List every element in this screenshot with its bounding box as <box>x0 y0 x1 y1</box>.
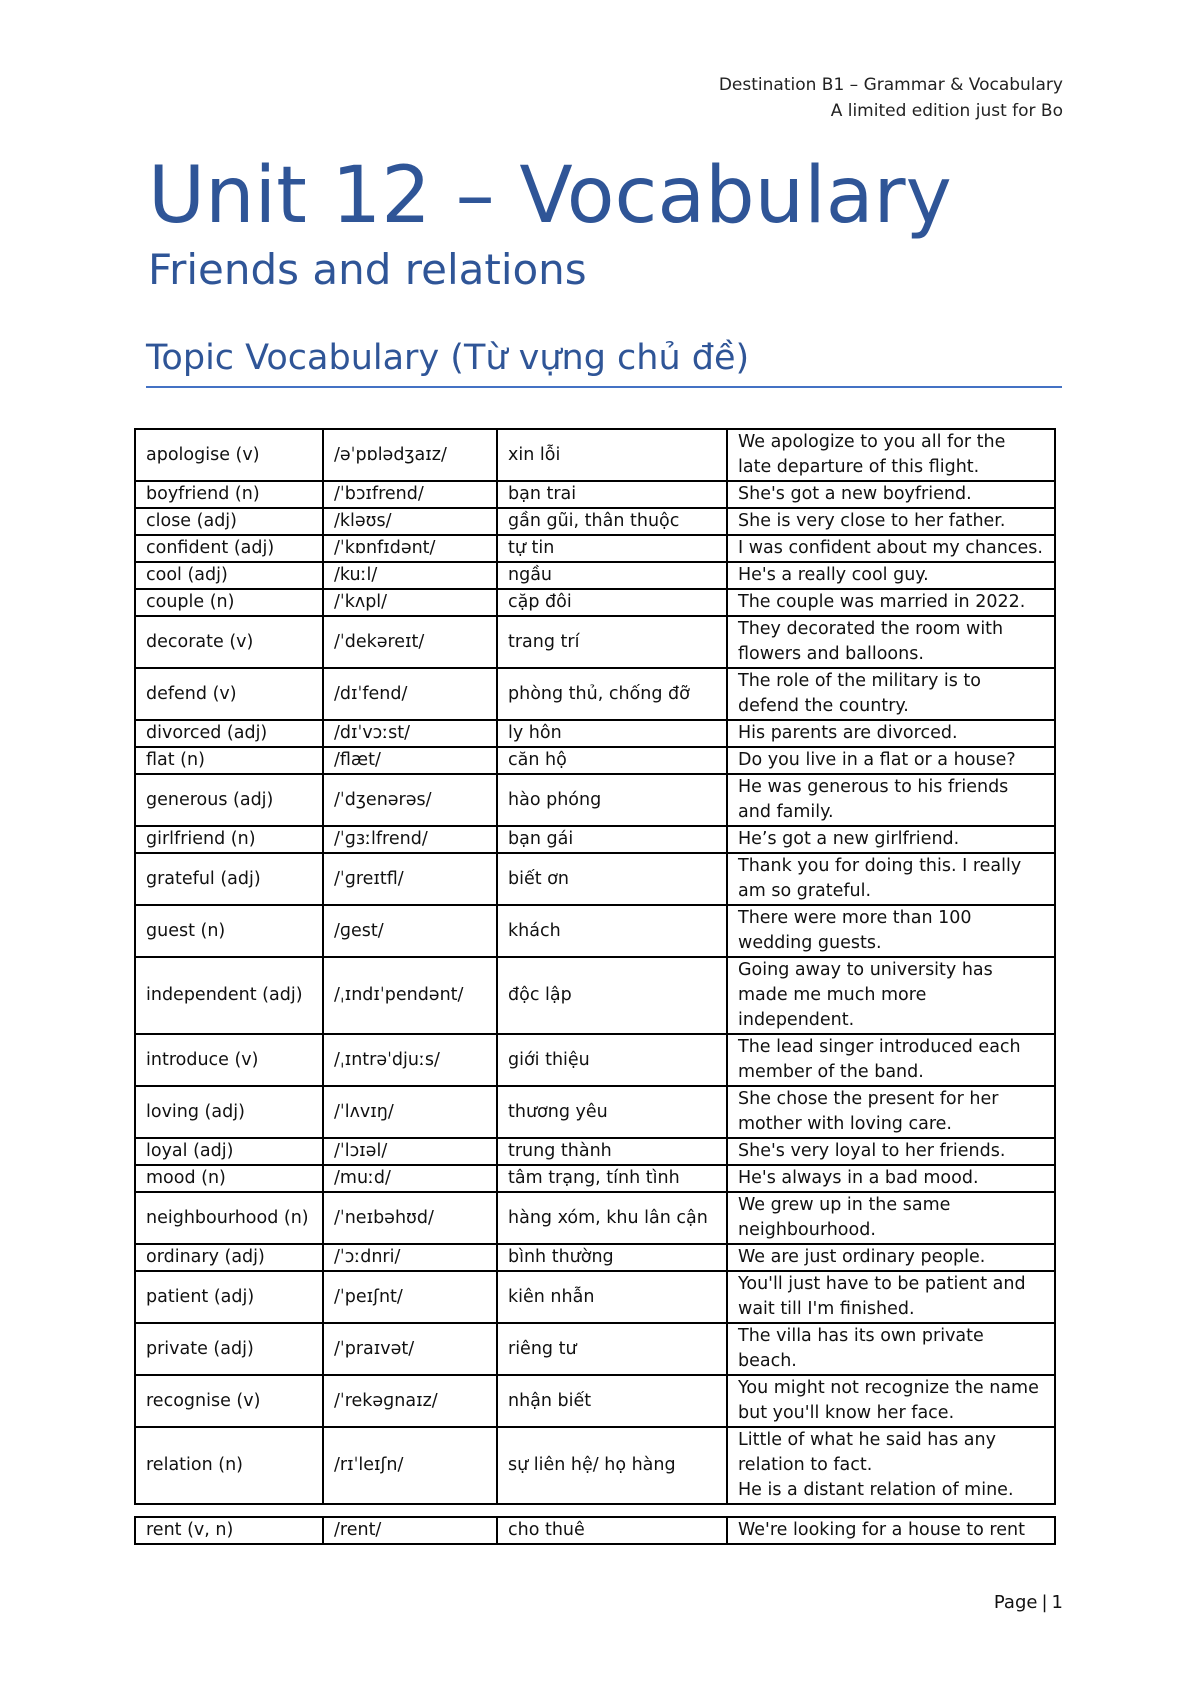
table-row <box>135 1323 1055 1375</box>
vocab-meaning-text: biết ơn <box>508 868 569 889</box>
vocab-word <box>135 589 323 616</box>
vocab-meaning <box>497 1323 727 1375</box>
table-row <box>135 1034 1055 1086</box>
vocab-example-text: He was generous to his friends and family. <box>738 777 1009 822</box>
vocab-example-text: The villa has its own private beach. <box>738 1326 984 1371</box>
vocab-meaning <box>497 1375 727 1427</box>
table-row <box>135 508 1055 535</box>
table-row <box>135 1165 1055 1192</box>
vocab-example-text: Going away to university has made me much more independent. <box>738 960 993 1030</box>
vocab-ipa <box>323 853 497 905</box>
vocabulary-table-continued <box>134 1516 1056 1545</box>
vocab-example-2-text: He is a distant relation of mine. <box>738 1480 1014 1500</box>
vocab-meaning <box>497 957 727 1034</box>
vocab-meaning-text: tâm trạng, tính tình <box>508 1168 680 1188</box>
vocab-example <box>727 1165 1055 1192</box>
vocab-ipa <box>323 1192 497 1244</box>
vocab-ipa <box>323 429 497 481</box>
vocab-word <box>135 535 323 562</box>
vocab-meaning <box>497 1244 727 1271</box>
vocab-ipa-text: /ˈlʌvɪŋ/ <box>334 1101 394 1122</box>
vocab-example-text: The role of the military is to defend the country. <box>738 671 981 716</box>
vocab-ipa <box>323 1271 497 1323</box>
vocab-word <box>135 774 323 826</box>
vocab-ipa <box>323 774 497 826</box>
vocab-example-text: They decorated the room with flowers and balloons. <box>738 619 1004 664</box>
vocab-example-text: Little of what he said has any relation to fact. <box>738 1430 996 1475</box>
vocab-word-text: generous (adj) <box>146 789 274 810</box>
vocab-meaning <box>497 1165 727 1192</box>
vocab-word-text: divorced (adj) <box>146 723 268 743</box>
vocab-meaning-text: riêng tư <box>508 1338 577 1359</box>
vocab-word <box>135 1034 323 1086</box>
vocab-ipa-text: /ˈkʌpl/ <box>334 592 388 612</box>
vocab-example <box>727 1271 1055 1323</box>
table-row <box>135 747 1055 774</box>
vocab-ipa-text: /ˈlɔɪəl/ <box>334 1141 388 1161</box>
vocab-word-text: relation (n) <box>146 1455 243 1475</box>
vocab-word <box>135 481 323 508</box>
vocab-ipa-text: /ˈɔːdnri/ <box>334 1247 401 1267</box>
vocab-meaning <box>497 535 727 562</box>
table-row <box>135 720 1055 747</box>
vocab-example <box>727 668 1055 720</box>
vocab-word-text: grateful (adj) <box>146 868 261 889</box>
vocab-example-text: She is very close to her father. <box>738 511 1006 531</box>
table-row <box>135 1427 1055 1504</box>
page-footer <box>994 1592 1063 1613</box>
vocab-word-text: loyal (adj) <box>146 1141 234 1161</box>
table-row <box>135 1138 1055 1165</box>
vocab-meaning-text: giới thiệu <box>508 1049 590 1070</box>
vocabulary-table <box>134 428 1056 1505</box>
table-row <box>135 616 1055 668</box>
vocab-word <box>135 1427 323 1504</box>
vocab-example <box>727 826 1055 853</box>
vocab-meaning-text: trung thành <box>508 1141 612 1161</box>
table-row <box>135 905 1055 957</box>
vocab-meaning-text: nhận biết <box>508 1390 592 1411</box>
vocab-example-text: He's always in a bad mood. <box>738 1168 979 1188</box>
vocab-ipa-text: /flæt/ <box>334 750 381 770</box>
vocab-word <box>135 429 323 481</box>
section-heading: Topic Vocabulary (Từ vựng chủ đề) <box>146 334 1062 388</box>
vocab-example-text: Thank you for doing this. I really am so grateful. <box>738 856 1022 901</box>
table-row <box>135 535 1055 562</box>
vocab-ipa-text: /ˈdekəreɪt/ <box>334 631 425 652</box>
table-row <box>135 774 1055 826</box>
vocab-example <box>727 1086 1055 1138</box>
vocab-meaning-text: độc lập <box>508 985 572 1005</box>
page-separator: | <box>1041 1592 1048 1613</box>
vocab-word-text: neighbourhood (n) <box>146 1207 309 1228</box>
vocab-example-text: Do you live in a flat or a house? <box>738 750 1016 770</box>
table-row <box>135 429 1055 481</box>
vocab-meaning-text: khách <box>508 920 561 941</box>
vocab-meaning <box>497 1086 727 1138</box>
vocab-ipa-text: /rent/ <box>334 1520 382 1540</box>
page-number: 1 <box>1051 1592 1063 1613</box>
vocab-word-text: couple (n) <box>146 592 235 612</box>
vocab-ipa <box>323 1086 497 1138</box>
vocab-example-text: She's very loyal to her friends. <box>738 1141 1006 1161</box>
table-row <box>135 562 1055 589</box>
vocab-word <box>135 562 323 589</box>
vocab-ipa-text: /əˈpɒlədʒaɪz/ <box>334 444 447 465</box>
vocab-example <box>727 905 1055 957</box>
vocab-ipa-text: /ˌɪntrəˈdjuːs/ <box>334 1049 440 1070</box>
vocab-meaning-text: bạn trai <box>508 484 577 504</box>
vocab-ipa-text: /ˈpeɪʃnt/ <box>334 1286 403 1307</box>
vocab-example <box>727 616 1055 668</box>
document-header <box>719 72 1063 124</box>
vocab-meaning <box>497 668 727 720</box>
vocab-example-text: She's got a new boyfriend. <box>738 484 972 504</box>
vocab-word-text: patient (adj) <box>146 1286 255 1307</box>
vocab-example <box>727 957 1055 1034</box>
vocab-example <box>727 1517 1055 1544</box>
vocab-word-text: guest (n) <box>146 920 226 941</box>
vocab-ipa-text: /ɡest/ <box>334 920 384 941</box>
vocab-word-text: introduce (v) <box>146 1049 259 1070</box>
vocab-ipa-text: /kləʊs/ <box>334 511 392 531</box>
table-row <box>135 1086 1055 1138</box>
vocab-example <box>727 853 1055 905</box>
vocab-example-text: He's a really cool guy. <box>738 565 929 585</box>
vocab-word <box>135 747 323 774</box>
vocab-ipa <box>323 747 497 774</box>
vocab-word <box>135 1192 323 1244</box>
vocab-ipa <box>323 905 497 957</box>
vocab-ipa-text: /ˈɡɜːlfrend/ <box>334 829 428 849</box>
vocab-word-text: defend (v) <box>146 683 237 704</box>
vocab-meaning-text: cặp đôi <box>508 592 572 612</box>
vocab-word-text: close (adj) <box>146 511 237 531</box>
vocab-meaning-text: phòng thủ, chống đỡ <box>508 683 690 704</box>
vocab-word <box>135 1086 323 1138</box>
header-book-title: Destination B1 – Grammar & Vocabulary <box>718 75 1063 95</box>
vocab-word <box>135 1517 323 1544</box>
table-row <box>135 481 1055 508</box>
vocab-meaning-text: ngầu <box>508 565 553 585</box>
vocab-example <box>727 720 1055 747</box>
unit-subtitle: Friends and relations <box>148 245 587 294</box>
vocab-example-text: We grew up in the same neighbourhood. <box>738 1195 951 1240</box>
vocab-meaning <box>497 1138 727 1165</box>
vocab-ipa <box>323 508 497 535</box>
vocab-example-text: The lead singer introduced each member of the band. <box>738 1037 1021 1082</box>
vocab-ipa <box>323 562 497 589</box>
vocab-example <box>727 1034 1055 1086</box>
vocab-meaning-text: căn hộ <box>508 750 567 770</box>
vocab-ipa <box>323 1034 497 1086</box>
vocab-word <box>135 826 323 853</box>
vocab-word-text: confident (adj) <box>146 538 275 558</box>
vocab-ipa <box>323 535 497 562</box>
vocab-ipa-text: /rɪˈleɪʃn/ <box>334 1455 404 1475</box>
vocab-ipa <box>323 957 497 1034</box>
vocab-word-text: mood (n) <box>146 1168 226 1188</box>
vocab-word-text: recognise (v) <box>146 1390 261 1411</box>
vocab-meaning <box>497 1517 727 1544</box>
header-edition-note: A limited edition just for Bo <box>830 101 1063 121</box>
table-row <box>135 1271 1055 1323</box>
table-row <box>135 1192 1055 1244</box>
table-row <box>135 957 1055 1034</box>
vocab-word-text: boyfriend (n) <box>146 484 260 504</box>
page-label: Page <box>993 1592 1038 1613</box>
table-row <box>135 826 1055 853</box>
table-row <box>135 668 1055 720</box>
vocab-word <box>135 616 323 668</box>
vocab-meaning-text: ly hôn <box>508 723 562 743</box>
vocab-word-text: decorate (v) <box>146 631 254 652</box>
vocab-ipa <box>323 1323 497 1375</box>
table-row <box>135 1517 1055 1544</box>
vocab-meaning <box>497 720 727 747</box>
vocab-meaning <box>497 589 727 616</box>
table-row <box>135 1244 1055 1271</box>
vocab-example-text: We are just ordinary people. <box>738 1247 986 1267</box>
vocab-meaning-text: sự liên hệ/ họ hàng <box>508 1455 676 1475</box>
vocab-meaning-text: hàng xóm, khu lân cận <box>508 1207 708 1228</box>
vocab-ipa-text: /ˈɡreɪtfl/ <box>334 868 404 889</box>
vocab-meaning <box>497 508 727 535</box>
vocab-ipa-text: /ˈbɔɪfrend/ <box>334 484 424 504</box>
vocab-word <box>135 508 323 535</box>
vocab-word <box>135 1138 323 1165</box>
vocab-word <box>135 1165 323 1192</box>
vocab-ipa <box>323 1138 497 1165</box>
vocab-word-text: private (adj) <box>146 1338 254 1359</box>
vocab-meaning <box>497 853 727 905</box>
vocab-example <box>727 774 1055 826</box>
vocab-example-text: He’s got a new girlfriend. <box>738 829 960 849</box>
vocab-word <box>135 720 323 747</box>
vocab-example <box>727 429 1055 481</box>
vocab-word <box>135 1244 323 1271</box>
vocab-meaning-text: bình thường <box>508 1247 614 1267</box>
vocab-meaning-text: trang trí <box>508 631 580 652</box>
vocab-ipa-text: /ˈkɒnfɪdənt/ <box>334 538 436 558</box>
vocab-word <box>135 905 323 957</box>
vocab-example <box>727 1138 1055 1165</box>
vocab-example <box>727 589 1055 616</box>
vocab-ipa-text: /dɪˈfend/ <box>334 683 408 704</box>
vocab-word-text: rent (v, n) <box>146 1520 234 1540</box>
table-row <box>135 1375 1055 1427</box>
vocab-word-text: girlfriend (n) <box>146 829 256 849</box>
vocab-meaning-text: thương yêu <box>508 1101 608 1122</box>
vocab-ipa-text: /ˈneɪbəhʊd/ <box>334 1207 434 1228</box>
vocab-ipa <box>323 589 497 616</box>
vocab-meaning <box>497 747 727 774</box>
vocab-example-text: His parents are divorced. <box>738 723 958 743</box>
vocab-meaning <box>497 616 727 668</box>
vocab-ipa-text: /ˈpraɪvət/ <box>334 1338 415 1359</box>
vocab-example <box>727 1244 1055 1271</box>
vocab-example <box>727 508 1055 535</box>
vocab-example <box>727 1323 1055 1375</box>
vocab-example <box>727 535 1055 562</box>
vocab-meaning-text: tự tin <box>508 538 555 558</box>
vocab-word-text: ordinary (adj) <box>146 1247 265 1267</box>
vocab-word <box>135 668 323 720</box>
vocab-ipa-text: /muːd/ <box>334 1168 391 1188</box>
vocab-word-text: cool (adj) <box>146 565 228 585</box>
vocab-word <box>135 1323 323 1375</box>
vocab-ipa <box>323 826 497 853</box>
vocab-word <box>135 853 323 905</box>
vocab-meaning <box>497 1271 727 1323</box>
vocab-ipa <box>323 1517 497 1544</box>
vocab-ipa <box>323 720 497 747</box>
vocab-ipa-text: /ˌɪndɪˈpendənt/ <box>334 985 464 1005</box>
vocab-example <box>727 1192 1055 1244</box>
vocab-example <box>727 481 1055 508</box>
vocab-meaning <box>497 481 727 508</box>
table-row <box>135 589 1055 616</box>
vocab-example <box>727 1427 1055 1504</box>
vocab-meaning <box>497 826 727 853</box>
vocab-example-text: You'll just have to be patient and wait till I'm finished. <box>738 1274 1026 1319</box>
vocab-ipa-text: /dɪˈvɔːst/ <box>334 723 411 743</box>
vocab-word-text: flat (n) <box>146 750 205 770</box>
vocab-example-text: She chose the present for her mother with loving care. <box>738 1089 999 1134</box>
vocab-word <box>135 957 323 1034</box>
vocab-ipa <box>323 1244 497 1271</box>
vocab-word-text: apologise (v) <box>146 444 260 465</box>
vocab-example-text: The couple was married in 2022. <box>738 592 1026 612</box>
vocab-ipa-text: /ˈrekəɡnaɪz/ <box>334 1390 438 1411</box>
vocab-ipa-text: /kuːl/ <box>334 565 378 585</box>
vocab-meaning <box>497 429 727 481</box>
vocab-word <box>135 1271 323 1323</box>
vocab-ipa <box>323 1165 497 1192</box>
vocab-word <box>135 1375 323 1427</box>
vocab-ipa <box>323 1427 497 1504</box>
vocab-meaning <box>497 1034 727 1086</box>
vocab-example-text: We apologize to you all for the late departure of this flight. <box>738 432 1006 477</box>
vocab-meaning-text: cho thuê <box>508 1520 585 1540</box>
vocab-meaning-text: hào phóng <box>508 789 602 810</box>
vocab-ipa-text: /ˈdʒenərəs/ <box>334 789 432 810</box>
vocab-word-text: loving (adj) <box>146 1101 245 1122</box>
unit-title: Unit 12 – Vocabulary <box>148 151 952 241</box>
vocab-meaning-text: kiên nhẫn <box>508 1286 595 1307</box>
vocab-meaning <box>497 1427 727 1504</box>
vocab-meaning-text: gần gũi, thân thuộc <box>508 511 680 531</box>
table-row <box>135 853 1055 905</box>
vocab-ipa <box>323 616 497 668</box>
vocab-meaning <box>497 562 727 589</box>
vocab-example-text: There were more than 100 wedding guests. <box>738 908 972 953</box>
vocab-meaning-text: xin lỗi <box>508 444 561 465</box>
vocab-meaning <box>497 774 727 826</box>
vocab-ipa <box>323 1375 497 1427</box>
vocab-word-text: independent (adj) <box>146 985 303 1005</box>
vocab-ipa <box>323 668 497 720</box>
vocab-example-text: We're looking for a house to rent <box>738 1520 1025 1540</box>
vocab-example <box>727 747 1055 774</box>
vocab-meaning <box>497 1192 727 1244</box>
vocab-meaning-text: bạn gái <box>508 829 574 849</box>
vocab-ipa <box>323 481 497 508</box>
vocab-meaning <box>497 905 727 957</box>
vocab-example-text: You might not recognize the name but you'll know her face. <box>738 1378 1039 1423</box>
vocab-example <box>727 562 1055 589</box>
vocab-example-text: I was confident about my chances. <box>738 538 1043 558</box>
vocab-example <box>727 1375 1055 1427</box>
